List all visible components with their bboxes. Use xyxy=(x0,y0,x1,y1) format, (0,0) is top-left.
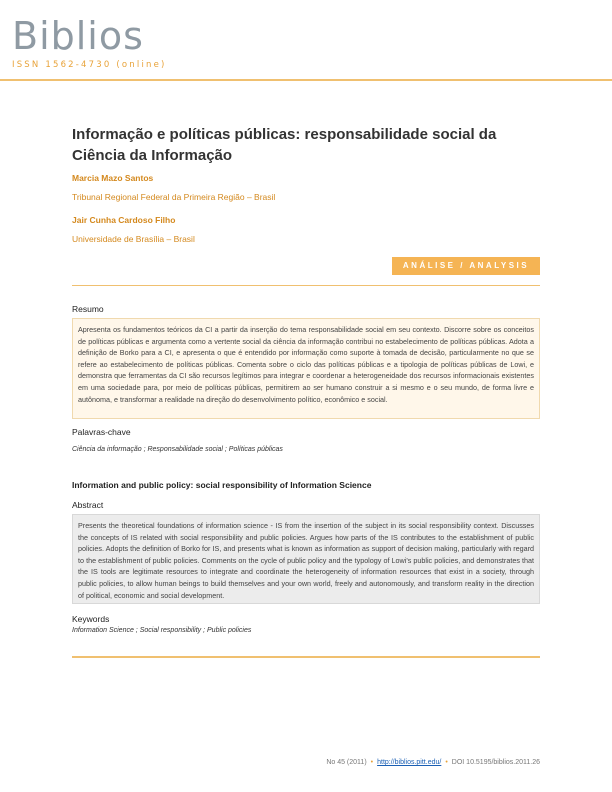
section-rule xyxy=(72,285,540,286)
article-title: Informação e políticas públicas: responsabilidade social da Ciência da Informação xyxy=(72,126,497,164)
abstract-box xyxy=(72,514,540,604)
abstract-heading: Abstract xyxy=(72,500,104,510)
resumo-text: Apresenta os fundamentos teóricos da CI a partir da inserção do tema responsabilidade social em seu contexto. Discorre sobre os conceitos de políticas públicas e argumenta como a vertente social da ciência da informação contribui no estabelecimento de políticas públicas. Adota a definição de Borko para a CI, e apresenta o que é entendido por informação como suporte à tomada de decisão, particularmente no que se refere ao estabelecimento de políticas públicas. Comenta sobre o ciclo das políticas públicas e a tipologia de políticas públicas de Lowi, e demonstra que ferramentas da CI são recursos legítimos para integrar e coordenar a heterogeneidade dos recursos informacionais existentes em uma sociedade para, por meio de políticas públicas, permitirem ao ser humano construir a si mesmo e o seu mundo, de forma livre e autônoma, e transformar a realidade na direção do desenvolvimento político, econômico e social. xyxy=(78,325,534,404)
header-rule xyxy=(0,79,612,81)
bottom-rule xyxy=(72,656,540,658)
author-name: Jair Cunha Cardoso Filho xyxy=(72,215,176,225)
issn: ISSN 1562-4730 (online) xyxy=(12,60,167,70)
abstract-text: Presents the theoretical foundations of information science - IS from the insertion of the subject in its social responsibility context. Discusses the concepts of IS related with social responsibility and public policies. Argues how parts of the IS contributes to the establishment of public policies. Adopts the definition of Borko for IS, and presents what is known as information as support of decision making, particularly with regard to the establishment of public policies. Comments on the cycle of public policy and the typology of Lowi's public policies, and demonstrates that the IS tools are legitimate resources to integrate and coordinate the heterogeneity of information resources that exist in a society, through public policies, to allow human beings to build themselves and your own world, freely and autonomously, and transform reality in the direction of political, economic and social development. xyxy=(78,521,534,600)
palavras-chave-heading: Palavras-chave xyxy=(72,427,131,437)
resumo-heading: Resumo xyxy=(72,304,104,314)
author-affiliation: Universidade de Brasília – Brasil xyxy=(72,234,195,244)
section-badge: ANÁLISE / ANALYSIS xyxy=(392,257,540,275)
footer-issue: No 45 (2011) xyxy=(326,759,367,766)
author-affiliation: Tribunal Regional Federal da Primeira Região – Brasil xyxy=(72,192,276,202)
journal-logo: Biblios xyxy=(12,14,144,58)
author-name: Marcia Mazo Santos xyxy=(72,173,154,183)
keywords: Information Science ; Social responsibility ; Public policies xyxy=(72,627,252,634)
footer-url-link[interactable]: http://biblios.pitt.edu/ xyxy=(377,759,442,766)
footer-doi: DOI 10.5195/biblios.2011.26 xyxy=(451,759,540,766)
keywords-heading: Keywords xyxy=(72,614,110,624)
page-footer xyxy=(326,759,540,766)
resumo-box xyxy=(72,318,540,419)
english-title: Information and public policy: social responsibility of Information Science xyxy=(72,480,372,490)
separator-icon: • xyxy=(370,759,374,766)
separator-icon: • xyxy=(445,759,448,766)
palavras-chave: Ciência da informação ; Responsabilidade social ; Políticas públicas xyxy=(72,446,283,453)
